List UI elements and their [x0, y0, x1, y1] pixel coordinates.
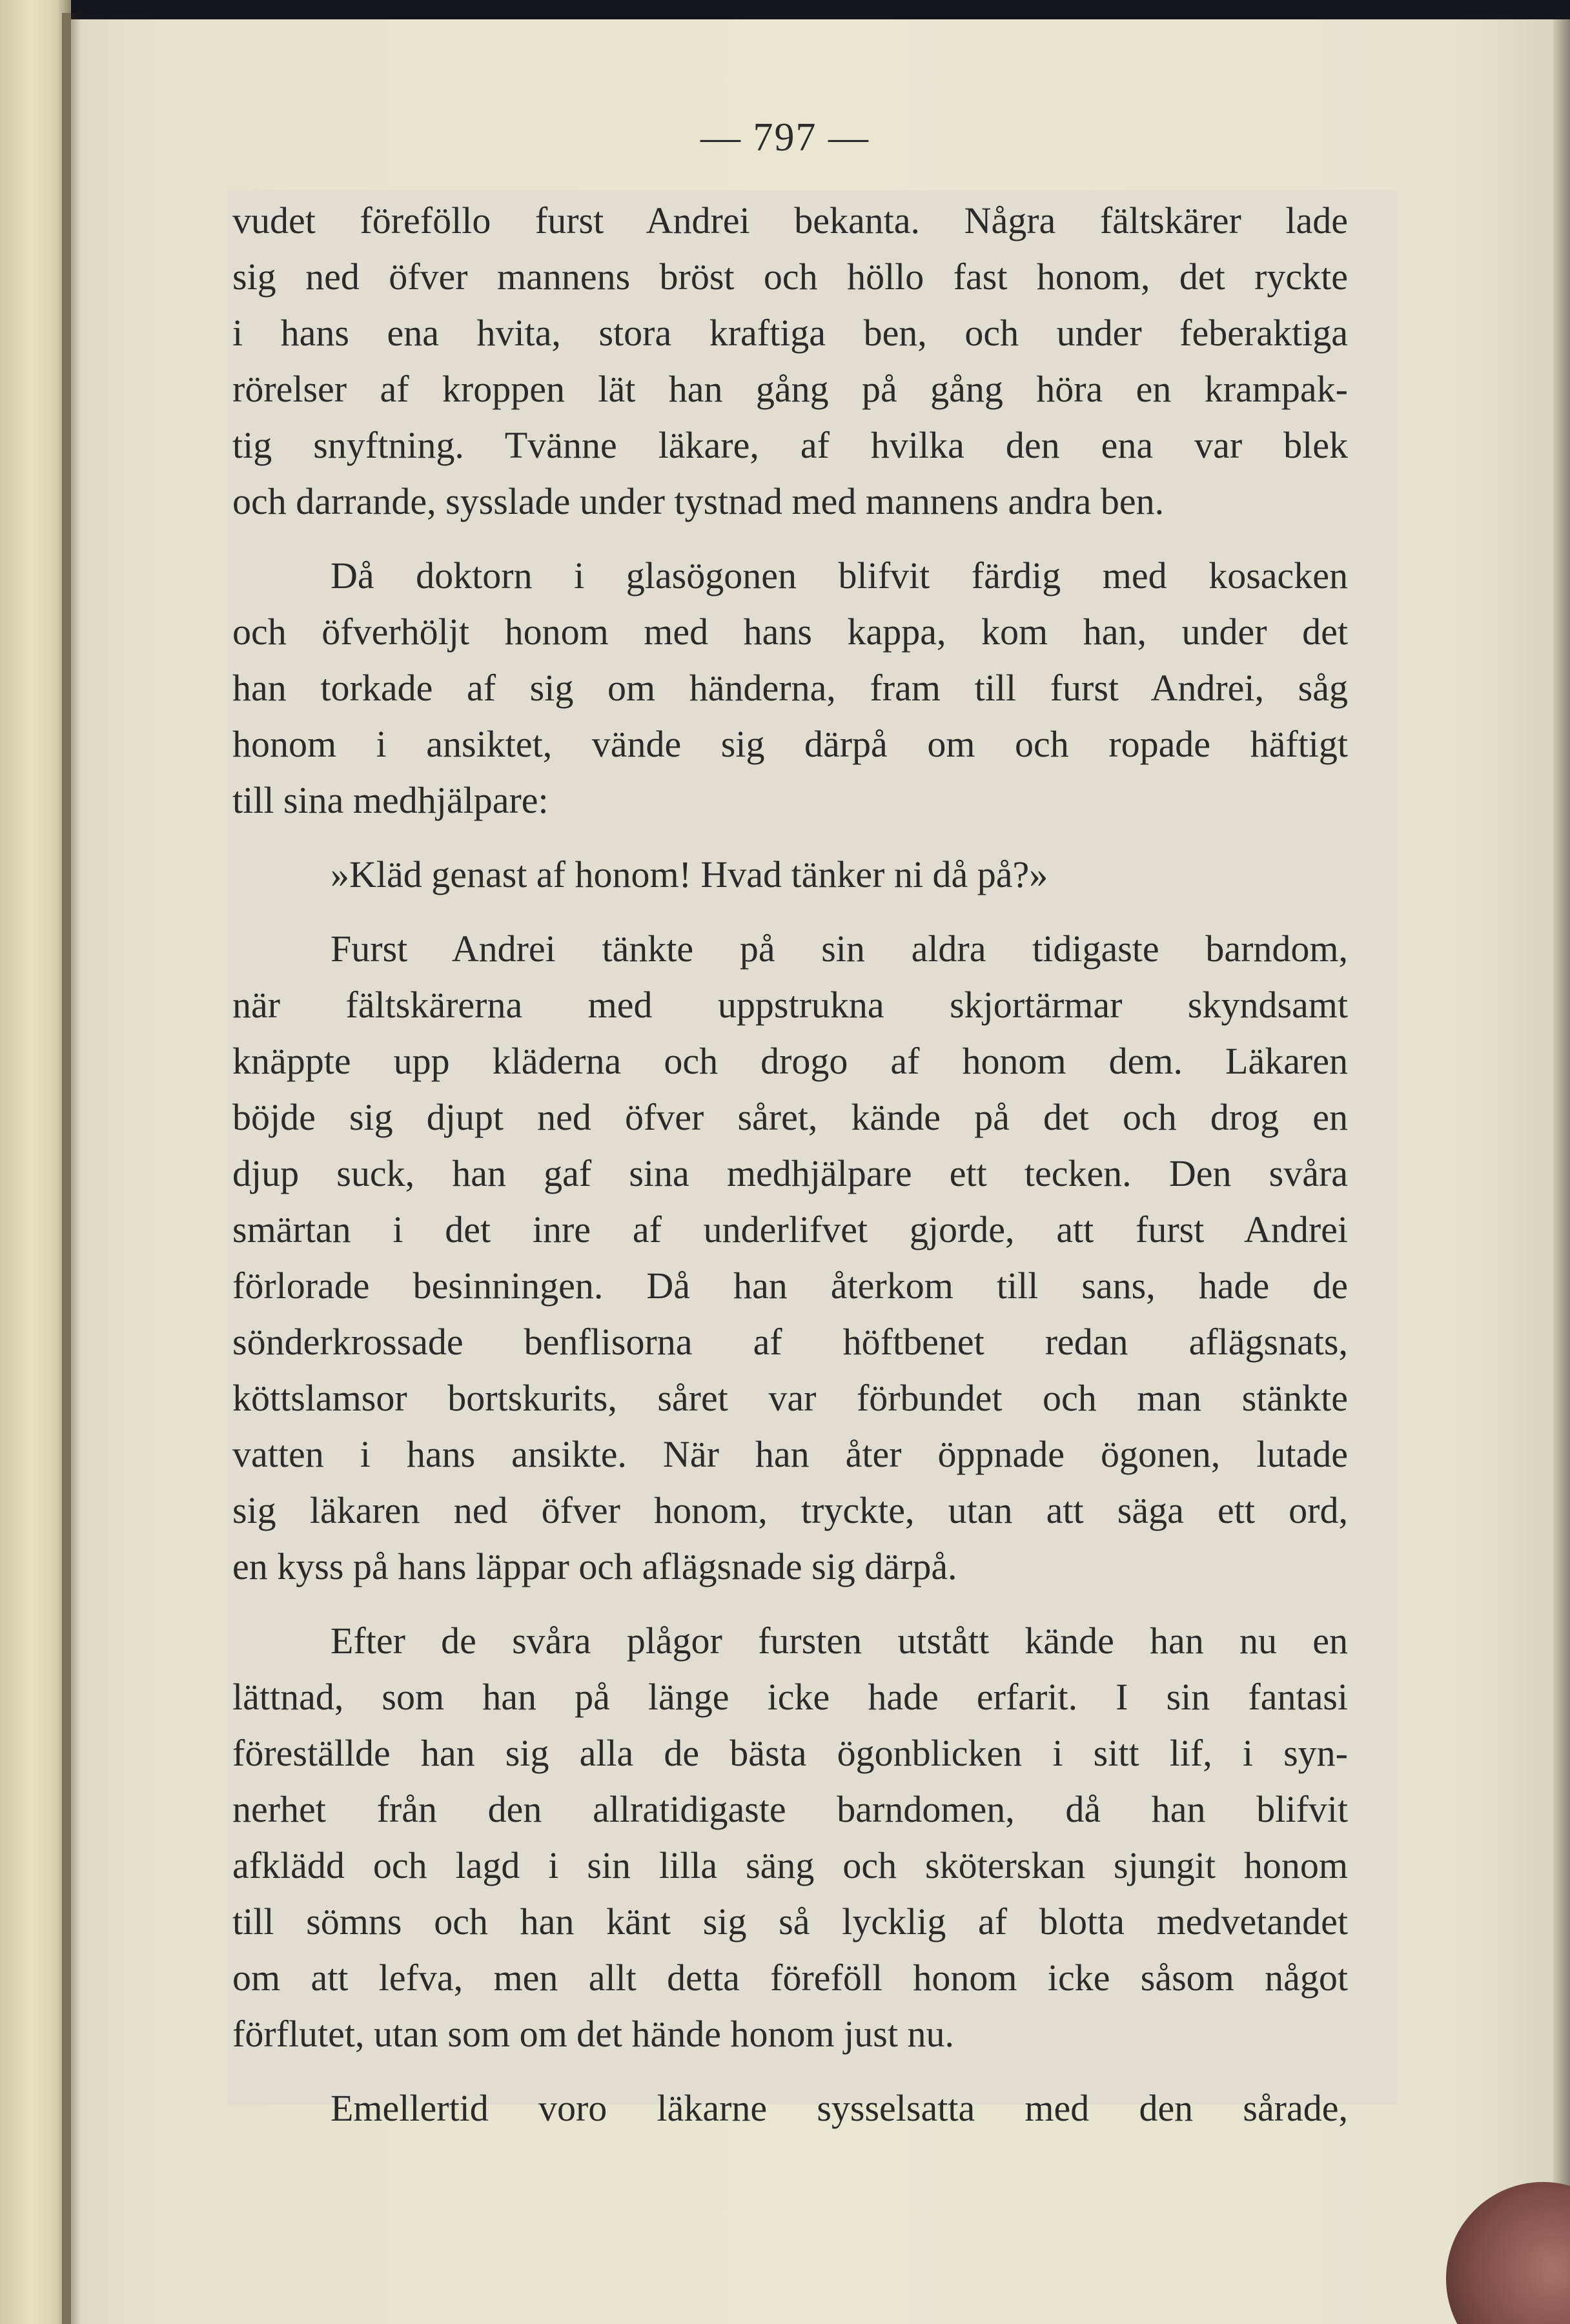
text-line: tig snyftning. Tvänne läkare, af hvilka den ena var blek [232, 424, 1348, 466]
paragraph-3-quote [232, 846, 1348, 902]
text-line: rörelser af kroppen lät han gång på gång höra en krampak- [232, 368, 1348, 410]
text-line: böjde sig djupt ned öfver såret, kände på det och drog en [232, 1096, 1348, 1138]
text-line: Furst Andrei tänkte på sin aldra tidigaste barndom, [331, 928, 1348, 970]
text-line: sig ned öfver mannens bröst och höllo fast honom, det ryckte [232, 256, 1348, 298]
paragraph-6 [232, 2080, 1348, 2136]
page-text [232, 192, 1348, 2136]
text-line: Då doktorn i glasögonen blifvit färdig med kosacken [331, 555, 1348, 596]
paragraph-4 [232, 921, 1348, 1595]
paragraph-2 [232, 547, 1348, 828]
text-line: föreställde han sig alla de bästa ögonblicken i sitt lif, i syn- [232, 1732, 1348, 1774]
text-line: smärtan i det inre af underlifvet gjorde, att furst Andrei [232, 1208, 1348, 1250]
text-line: när fältskärerna med uppstrukna skjortärmar skyndsamt [232, 984, 1348, 1026]
text-line: en kyss på hans läppar och aflägsnade sig därpå. [232, 1545, 957, 1587]
text-line: förflutet, utan som om det hände honom just nu. [232, 2013, 954, 2055]
text-line: till sömns och han känt sig så lycklig af blotta medvetandet [232, 1901, 1348, 1942]
text-line: om att lefva, men allt detta föreföll honom icke såsom något [232, 1957, 1348, 1999]
text-line: lättnad, som han på länge icke hade erfarit. I sin fantasi [232, 1676, 1348, 1718]
text-line: till sina medhjälpare: [232, 779, 549, 821]
text-line: förlorade besinningen. Då han återkom till sans, hade de [232, 1265, 1348, 1307]
page-number: — 797 — [700, 116, 870, 159]
text-line: och darrande, sysslade under tystnad med mannens andra ben. [232, 480, 1165, 522]
text-line: djup suck, han gaf sina medhjälpare ett tecken. Den svåra [232, 1152, 1348, 1194]
top-dark-band [0, 0, 1570, 22]
text-line: honom i ansiktet, vände sig därpå om och ropade häftigt [232, 723, 1348, 765]
text-line: sönderkrossade benflisorna af höftbenet redan aflägsnats, [232, 1321, 1348, 1363]
paragraph-1 [232, 192, 1348, 529]
gutter-shadow [62, 13, 81, 2324]
text-line: i hans ena hvita, stora kraftiga ben, och under feberaktiga [232, 312, 1348, 354]
text-line: Emellertid voro läkarne sysselsatta med den sårade, [331, 2087, 1348, 2129]
text-line: afklädd och lagd i sin lilla säng och sköterskan sjungit honom [232, 1844, 1348, 1886]
right-page-fold [1553, 19, 1570, 2324]
text-line: och öfverhöljt honom med hans kappa, kom han, under det [232, 611, 1348, 653]
text-line: han torkade af sig om händerna, fram till furst Andrei, såg [232, 667, 1348, 709]
text-line: köttslamsor bortskurits, såret var förbundet och man stänkte [232, 1377, 1348, 1419]
left-page-edge [0, 0, 71, 2324]
text-line: nerhet från den allratidigaste barndomen, då han blifvit [232, 1788, 1348, 1830]
text-line: Efter de svåra plågor fursten utstått kände han nu en [331, 1620, 1348, 1662]
text-line: knäppte upp kläderna och drogo af honom dem. Läkaren [232, 1040, 1348, 1082]
text-line: sig läkaren ned öfver honom, tryckte, utan att säga ett ord, [232, 1489, 1348, 1531]
text-line: vudet föreföllo furst Andrei bekanta. Några fältskärer lade [232, 199, 1348, 241]
text-line: vatten i hans ansikte. När han åter öppnade ögonen, lutade [232, 1433, 1348, 1475]
text-line: »Kläd genast af honom! Hvad tänker ni då på?» [331, 853, 1048, 895]
paragraph-5 [232, 1613, 1348, 2062]
